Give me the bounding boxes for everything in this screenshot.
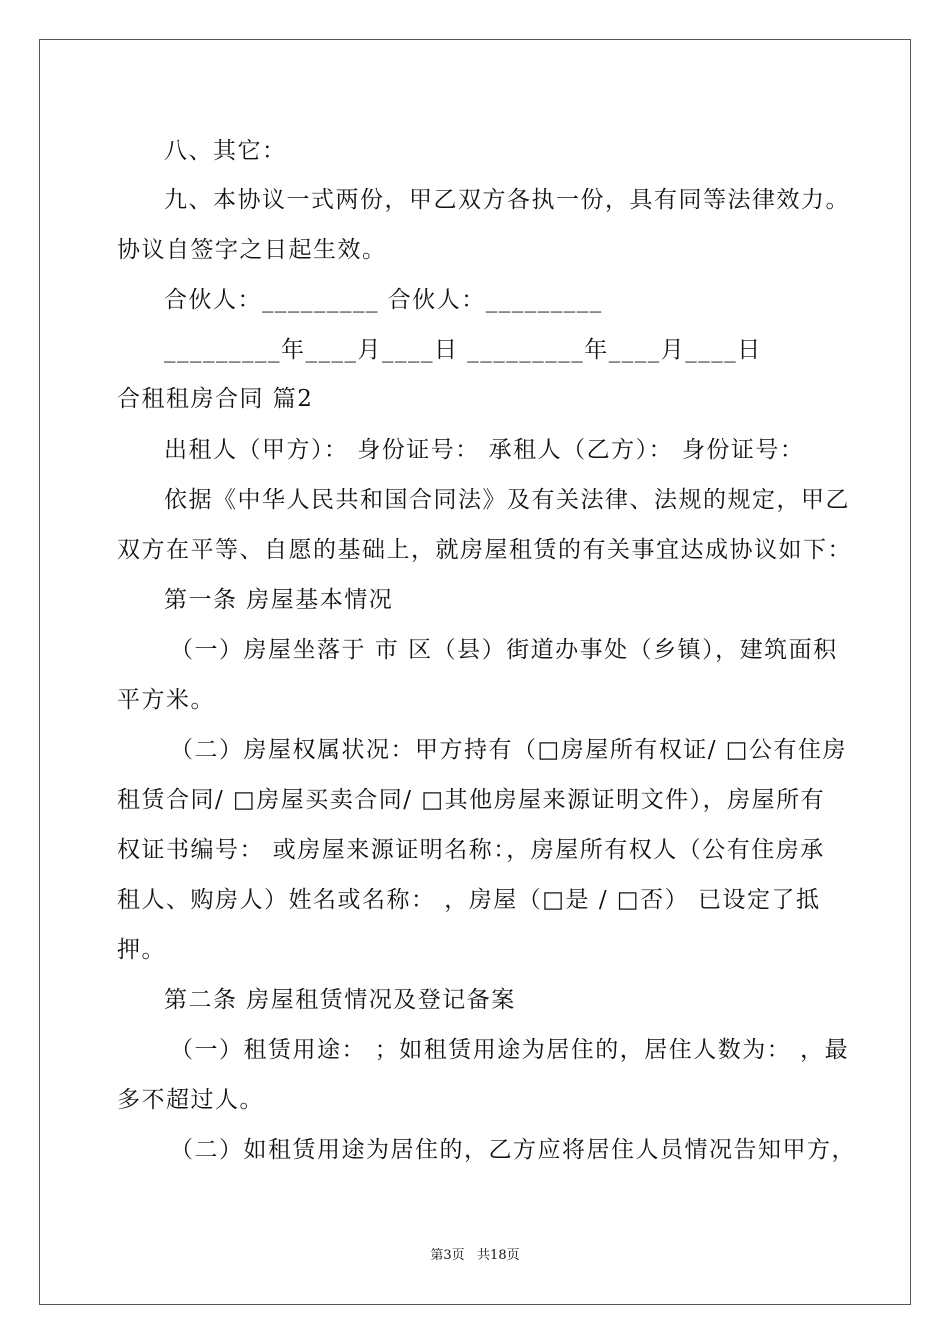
article-2-title: 第二条 房屋租赁情况及登记备案 (164, 987, 516, 1013)
article-1-title: 第一条 房屋基本情况 (164, 587, 394, 613)
text-line-other: 八、其它： (164, 138, 287, 164)
text-line-copies: 九、本协议一式两份，甲乙双方各执一份，具有同等法律效力。 (164, 187, 850, 213)
page-number-footer: 第3页 共18页 (430, 1248, 520, 1263)
text-line-effective: 协议自签字之日起生效。 (117, 237, 387, 263)
text-line-basis-cont: 双方在平等、自愿的基础上，就房屋租赁的有关事宜达成协议如下： (117, 537, 852, 563)
text-line-ownership-2: 租赁合同/ □房屋买卖合同/ □其他房屋来源证明文件），房屋所有 (117, 787, 826, 813)
section-title: 合租租房合同 篇2 (117, 386, 314, 412)
text-line-dates: _________年____月____日 _________年____月____日 (164, 337, 762, 363)
text-line-residents: （二）如租赁用途为居住的，乙方应将居住人员情况告知甲方， (170, 1137, 856, 1163)
text-line-area: 平方米。 (117, 687, 215, 713)
text-line-location: （一）房屋坐落于 市 区（县）街道办事处（乡镇），建筑面积 (170, 637, 838, 663)
text-line-ownership-4: 租人、购房人）姓名或名称： ，房屋（□是 / □否） 已设定了抵 (117, 887, 821, 913)
text-line-parties: 出租人（甲方）： 身份证号： 承租人（乙方）： 身份证号： (164, 437, 805, 463)
text-line-ownership-3: 权证书编号： 或房屋来源证明名称：，房屋所有权人（公有住房承 (117, 837, 825, 863)
text-line-usage-cont: 多不超过人。 (117, 1087, 264, 1113)
text-line-basis: 依据《中华人民共和国合同法》及有关法律、法规的规定，甲乙 (164, 487, 850, 513)
page-border (39, 39, 911, 1305)
text-line-partners: 合伙人：_________ 合伙人：_________ (164, 287, 603, 313)
text-line-ownership-5: 押。 (117, 937, 166, 963)
text-line-ownership: （二）房屋权属状况：甲方持有（□房屋所有权证/ □公有住房 (170, 737, 848, 763)
text-line-usage: （一）租赁用途： ；如租赁用途为居住的，居住人数为： ，最 (170, 1037, 850, 1063)
